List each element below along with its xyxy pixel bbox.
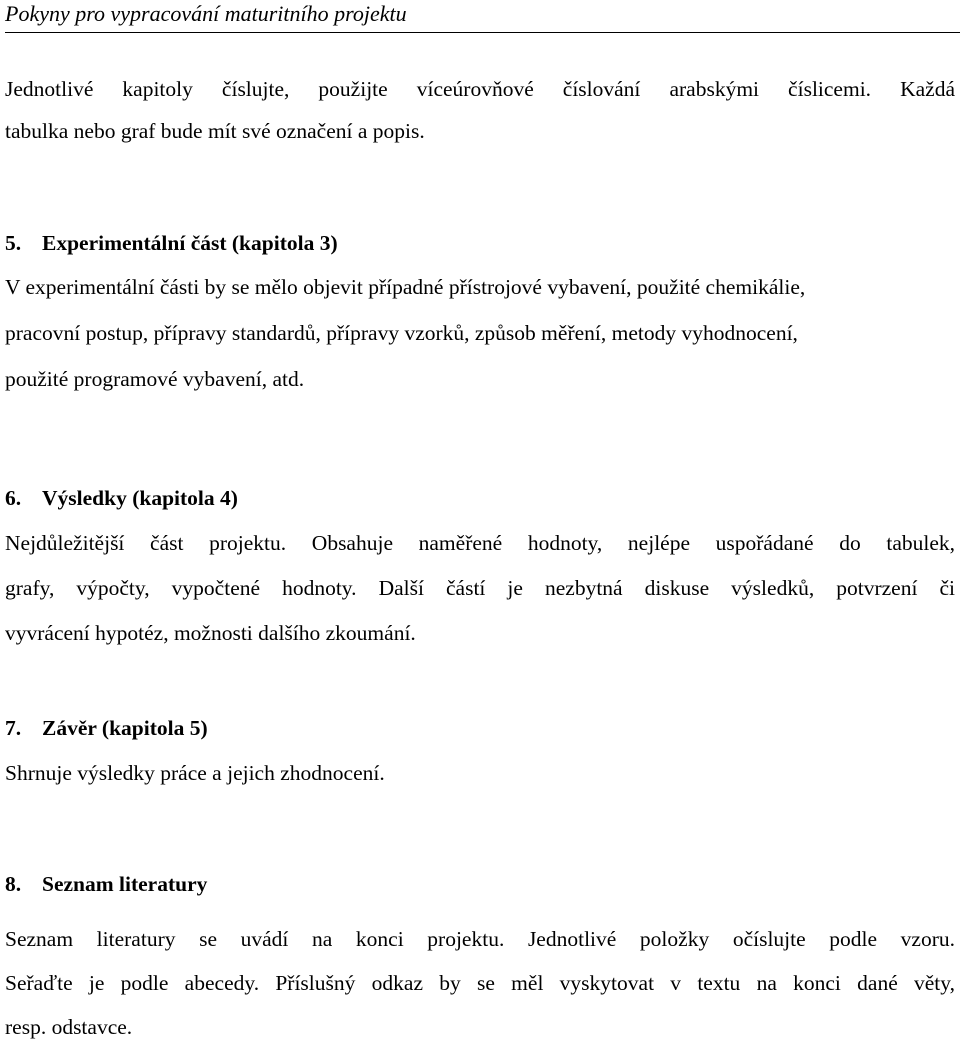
section-title: Seznam literatury xyxy=(42,872,208,896)
section-number: 5. xyxy=(5,231,22,255)
paragraph-line: Seřaďte je podle abecedy. Příslušný odkaz by se měl vyskytovat v textu na konci dané věty, xyxy=(5,971,955,995)
paragraph-line: grafy, výpočty, vypočtené hodnoty. Další částí je nezbytná diskuse výsledků, potvrzení či xyxy=(5,576,955,600)
section-number: 6. xyxy=(5,486,22,510)
section-heading-experimental xyxy=(5,229,338,257)
paragraph-line: Seznam literatury se uvádí na konci projektu. Jednotlivé položky očíslujte podle vzoru. xyxy=(5,927,955,951)
section-title: Výsledky (kapitola 4) xyxy=(42,486,238,510)
intro-paragraph xyxy=(5,68,955,152)
section-heading-conclusion xyxy=(5,714,208,742)
paragraph-line: Nejdůležitější část projektu. Obsahuje naměřené hodnoty, nejlépe uspořádané do tabulek, xyxy=(5,531,955,555)
document-title: Pokyny pro vypracování maturitního projektu xyxy=(5,1,407,26)
paragraph-line: tabulka nebo graf bude mít své označení a popis. xyxy=(5,119,425,143)
paragraph-line: vyvrácení hypotéz, možnosti dalšího zkoumání. xyxy=(5,621,416,645)
section-heading-results xyxy=(5,484,238,512)
paragraph-line: Shrnuje výsledky práce a jejich zhodnocení. xyxy=(5,761,385,785)
paragraph-line: V experimentální části by se mělo objevit případné přístrojové vybavení, použité chemikálie, xyxy=(5,275,806,299)
section-body-results xyxy=(5,521,955,656)
paragraph-line: použité programové vybavení, atd. xyxy=(5,367,305,391)
running-header xyxy=(5,0,960,33)
paragraph-line: Jednotlivé kapitoly číslujte, použijte víceúrovňové číslování arabskými číslicemi. Každá xyxy=(5,77,955,101)
paragraph-line: resp. odstavce. xyxy=(5,1015,133,1039)
section-title: Závěr (kapitola 5) xyxy=(42,716,208,740)
section-body-experimental xyxy=(5,264,955,402)
section-number: 7. xyxy=(5,716,22,740)
section-body-conclusion xyxy=(5,755,955,791)
section-number: 8. xyxy=(5,872,22,896)
paragraph-line: pracovní postup, přípravy standardů, přípravy vzorků, způsob měření, metody vyhodnocení, xyxy=(5,321,798,345)
section-body-references xyxy=(5,917,955,1049)
section-heading-references xyxy=(5,870,207,898)
section-title: Experimentální část (kapitola 3) xyxy=(42,231,338,255)
